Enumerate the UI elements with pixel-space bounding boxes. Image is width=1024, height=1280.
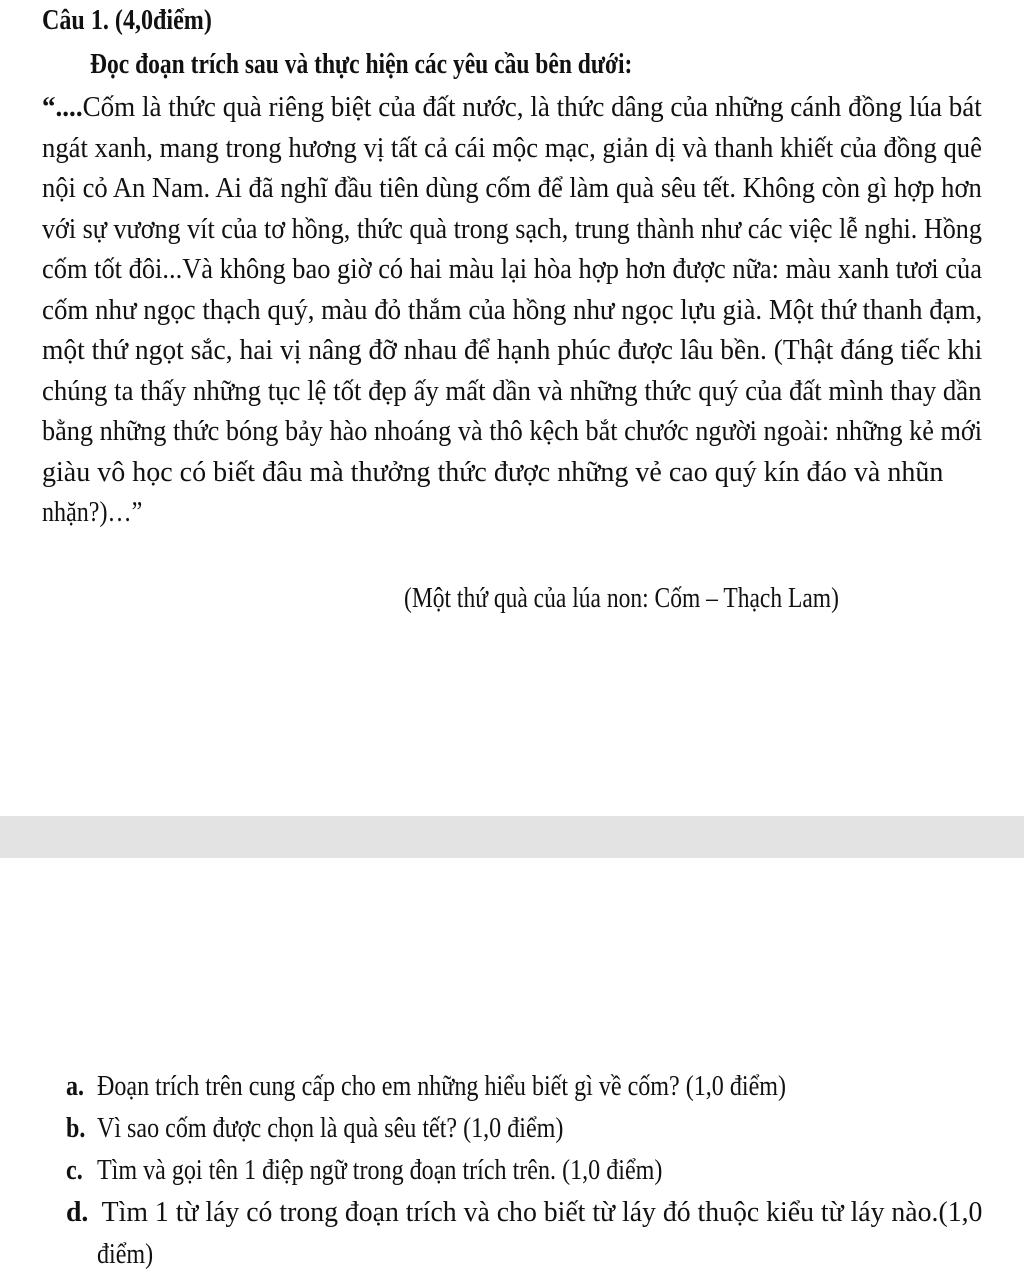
passage-line: cốm tốt đôi...Và không bao giờ có hai màu lại hòa hợp hơn được nữa: màu xanh tươi của: [42, 254, 982, 285]
passage-line: giàu vô học có biết đâu mà thưởng thức được những vẻ cao quý kín đáo và nhũn: [42, 456, 944, 488]
question-title: Câu 1. (4,0điểm): [42, 5, 212, 36]
passage-line: nội cỏ An Nam. Ai đã nghĩ đầu tiên dùng cốm để làm quà sêu tết. Không còn gì hợp hơn: [42, 173, 982, 204]
question-letter: c.: [66, 1155, 83, 1186]
instruction: Đọc đoạn trích sau và thực hiện các yêu cầu bên dưới:: [90, 49, 633, 80]
question-item-a: [66, 1066, 857, 1108]
passage-line: chúng ta thấy những tục lệ tốt đẹp ấy mất dần và những thức quý của đất mình thay dần: [42, 375, 982, 407]
passage: [42, 88, 982, 534]
question-item-b: [66, 1108, 857, 1150]
page-separator: [0, 816, 1024, 858]
question-letter: a.: [66, 1071, 85, 1102]
passage-line-last: nhặn?)…”: [42, 497, 143, 528]
passage-line: cốm như ngọc thạch quý, màu đỏ thắm của hồng như ngọc lựu già. Một thứ thanh đạm,: [42, 294, 983, 326]
question-text: Đoạn trích trên cung cấp cho em những hiểu biết gì về cốm? (1,0 điểm): [96, 1071, 787, 1102]
passage-line: “....Cốm là thức quà riêng biệt của đất nước, là thức dâng của những cánh đồng lúa bát: [42, 92, 982, 123]
question-letter: b.: [66, 1113, 86, 1144]
question-item-c: [66, 1150, 857, 1192]
question-text: Tìm và gọi tên 1 điệp ngữ trong đoạn trích trên. (1,0 điểm): [96, 1155, 663, 1186]
question-list: [66, 1066, 986, 1276]
question-item-d: [66, 1192, 983, 1234]
passage-line: với sự vương vít của tơ hồng, thức quà trong sạch, trung thành như các việc lễ nghi. Hồng: [42, 213, 982, 245]
passage-line: ngát xanh, mang trong hương vị tất cả cái mộc mạc, giản dị và thanh khiết của đồng quê: [42, 132, 982, 164]
question-text: Tìm 1 từ láy có trong đoạn trích và cho biết từ láy đó thuộc kiểu từ láy nào.(1,0: [101, 1197, 983, 1228]
passage-line: một thứ ngọt sắc, hai vị nâng đỡ nhau để hạnh phúc được lâu bền. (Thật đáng tiếc khi: [42, 335, 983, 366]
question-letter: d.: [66, 1197, 89, 1228]
source-citation: (Một thứ quà của lúa non: Cốm – Thạch Lam): [404, 583, 839, 614]
passage-line: bằng những thức bóng bảy hào nhoáng và thô kệch bắt chước người ngoài: những kẻ mới: [42, 416, 983, 447]
question-text: Vì sao cốm được chọn là quà sêu tết? (1,0 điểm): [96, 1113, 564, 1144]
question-continuation: điểm): [96, 1239, 154, 1270]
